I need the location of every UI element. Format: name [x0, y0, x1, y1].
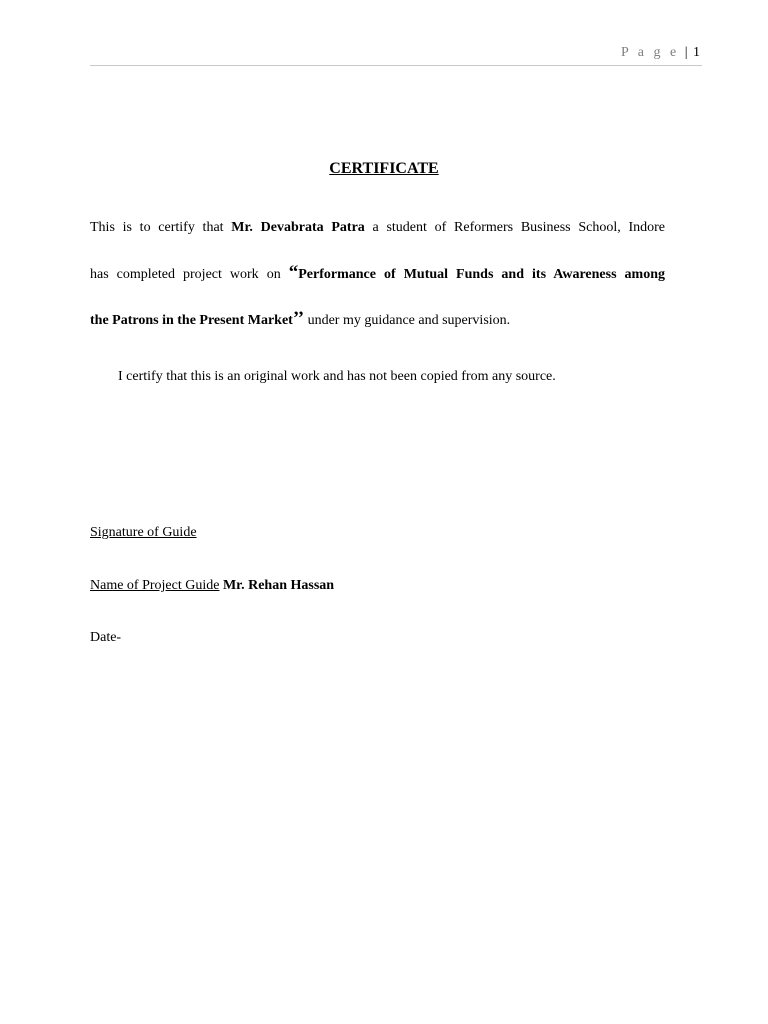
body-line-3	[90, 309, 665, 331]
page-separator: |	[684, 45, 688, 60]
page-header	[621, 45, 700, 61]
body-line-2	[90, 263, 665, 285]
line3-suffix: under my guidance and supervision.	[307, 313, 511, 328]
guide-name: Mr. Rehan Hassan	[222, 578, 335, 593]
line2-prefix: has completed project work on	[90, 267, 281, 282]
line1-suffix: a student of Reformers Business School, Indore	[372, 220, 666, 235]
project-title-part2: the Patrons in the Present Market	[90, 313, 293, 328]
project-title-part1: Performance of Mutual Funds and its Awareness among	[298, 267, 666, 282]
certification-statement: I certify that this is an original work and has not been copied from any source.	[118, 369, 556, 384]
close-quote: ’’	[292, 308, 305, 329]
student-name: Mr. Devabrata Patra	[231, 220, 365, 235]
date-line: Date-	[90, 630, 122, 645]
open-quote: “	[288, 262, 299, 283]
page-label: P a g e	[620, 45, 680, 60]
body-line-1	[90, 218, 665, 238]
guide-name-line	[90, 576, 665, 596]
signature-line	[90, 523, 665, 543]
certificate-title: CERTIFICATE	[329, 160, 439, 177]
page-number: 1	[693, 45, 700, 60]
header-divider	[90, 65, 702, 66]
line1-prefix: This is to certify that	[90, 220, 224, 235]
guide-label: Name of Project Guide	[90, 578, 220, 593]
signature-label: Signature of Guide	[90, 525, 197, 540]
